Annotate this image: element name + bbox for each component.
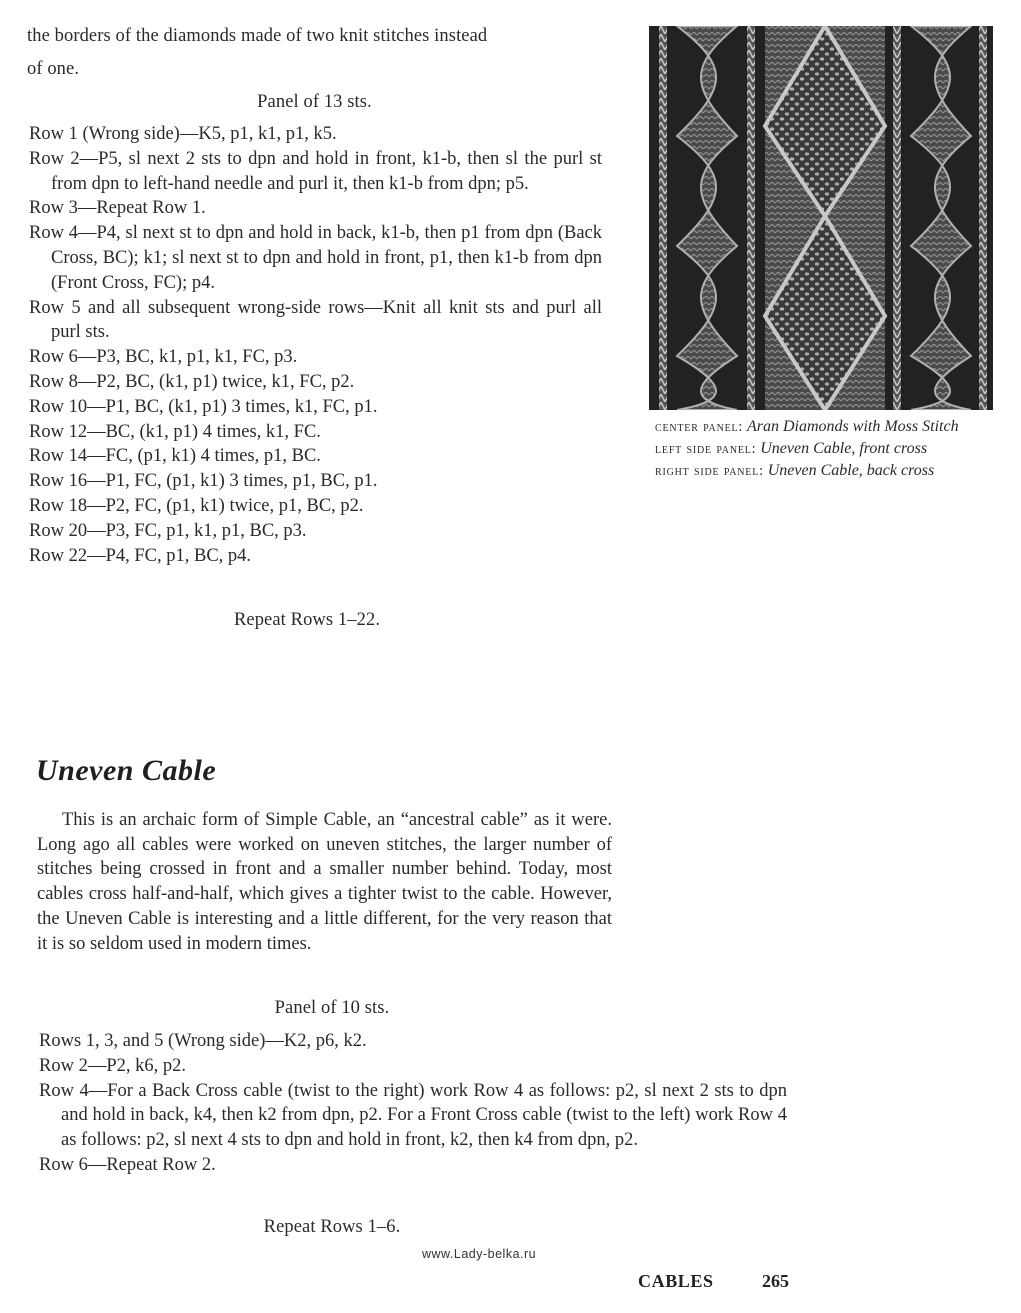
running-footer-section: CABLES [638,1271,714,1291]
watermark-url: www.Lady-belka.ru [422,1247,537,1261]
caption-value: Uneven Cable, back cross [767,462,935,479]
section-intro: This is an archaic form of Simple Cable, an “ancestral cable” as it were. Long ago all cables were worked on uneven stitches, the larger number of stitches being crossed in front and a smaller number behind. Today, most cables cross half-and-half, which gives a tighter twist to the cable. However, the Uneven Cable is interesting and a little different, for the very reason that it is so seldom used in modern times. [37,810,612,954]
figure-caption [655,416,1000,482]
continuation-line: the borders of the diamonds made of two knit stitches instead [27,26,488,46]
instruction-row: Row 20—P3, FC, p1, k1, p1, BC, p3. [29,520,307,541]
instruction-row: Row 6—P3, BC, k1, p1, k1, FC, p3. [29,347,298,368]
instruction-row: Row 14—FC, (p1, k1) 4 times, p1, BC. [29,446,321,467]
continuation-line: of one. [27,59,80,79]
instruction-row: Row 4—For a Back Cross cable (twist to the right) work Row 4 as follows: p2, sl next 2 sts to dpn and hold in back, k4, then k2 from dpn, p2. For a Front Cross cable (twist to the left) work Row 4 as follows: p2, sl next 4 sts to dpn and hold in front, k2, then k4 from dpn, p2. [39,1080,787,1151]
instruction-row: Row 3—Repeat Row 1. [29,198,206,219]
caption-value: Aran Diamonds with Moss Stitch [747,418,959,435]
repeat-instruction: Repeat Rows 1–22. [233,610,381,630]
instruction-rows [29,122,602,568]
caption-label: left side panel: [655,441,757,457]
instruction-row: Row 22—P4, FC, p1, BC, p4. [29,545,252,566]
caption-value: Uneven Cable, front cross [760,440,928,457]
knitted-swatch-photo [649,26,993,410]
caption-label: right side panel: [655,463,764,479]
instruction-row: Row 6—Repeat Row 2. [39,1154,216,1175]
instruction-row: Row 10—P1, BC, (k1, p1) 3 times, k1, FC, p1. [29,396,378,417]
caption-right-panel [655,460,1000,482]
page-number: 265 [762,1271,789,1291]
section-heading: Uneven Cable [36,754,217,787]
caption-left-panel [655,438,1000,460]
instruction-row: Row 4—P4, sl next st to dpn and hold in back, k1-b, then p1 from dpn (Back Cross, BC); k1; sl next st to dpn and hold in front, p1, then k1-b from dpn (Front Cross, FC); p4. [29,223,602,293]
panel-size: Panel of 13 sts. [257,92,372,112]
instruction-row: Row 2—P5, sl next 2 sts to dpn and hold in front, k1-b, then sl the purl st from dpn to left-hand needle and purl it, then k1-b from dpn; p5. [29,148,602,194]
instruction-rows [39,1029,787,1178]
instruction-row: Row 12—BC, (k1, p1) 4 times, k1, FC. [29,421,321,442]
caption-center-panel [655,416,1000,438]
instruction-row: Row 8—P2, BC, (k1, p1) twice, k1, FC, p2. [29,371,355,392]
instruction-row: Row 2—P2, k6, p2. [39,1055,186,1076]
cable-pattern-illustration [649,26,993,410]
instruction-row: Row 16—P1, FC, (p1, k1) 3 times, p1, BC, p1. [29,471,378,492]
instruction-row: Row 18—P2, FC, (p1, k1) twice, p1, BC, p2. [29,495,364,516]
repeat-instruction: Repeat Rows 1–6. [263,1217,401,1237]
instruction-row: Rows 1, 3, and 5 (Wrong side)—K2, p6, k2. [39,1031,367,1051]
instruction-row: Row 1 (Wrong side)—K5, p1, k1, p1, k5. [29,124,337,144]
panel-size: Panel of 10 sts. [274,998,390,1018]
caption-label: center panel: [655,419,744,435]
instruction-row: Row 5 and all subsequent wrong-side rows—Knit all knit sts and purl all purl sts. [29,297,602,343]
